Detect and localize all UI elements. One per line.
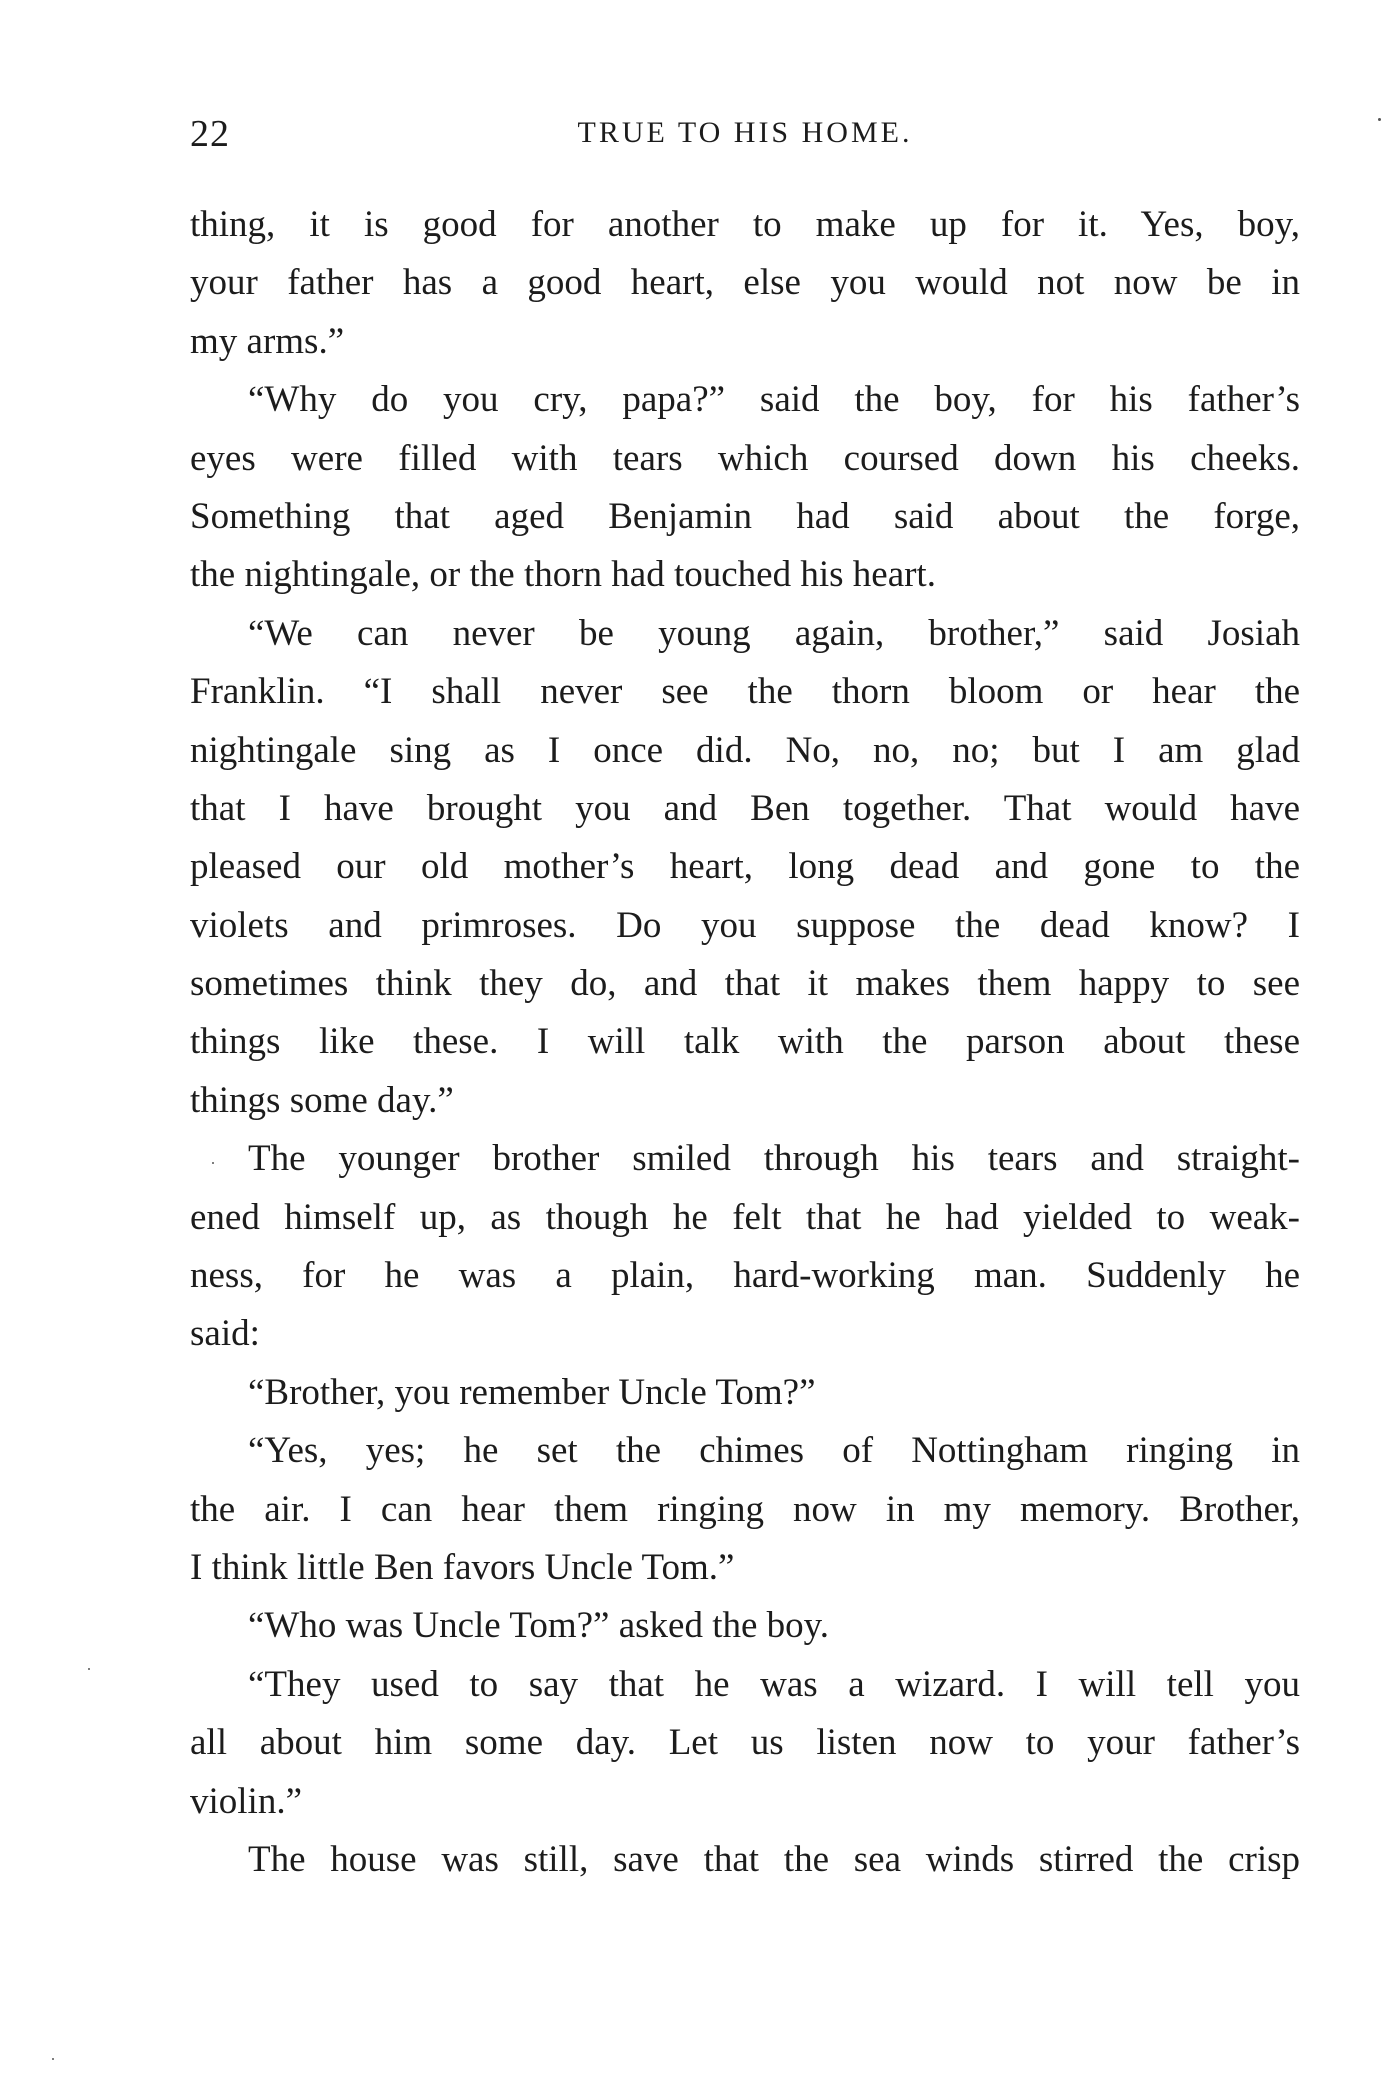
text-line: said: <box>190 1313 260 1355</box>
text-line: thing, it is good for another to make up for it. Yes, boy, <box>190 204 1300 245</box>
page-number: 22 <box>190 113 230 155</box>
text-line: “We can never be young again, brother,” said Josiah <box>248 612 1300 654</box>
text-line: “They used to say that he was a wizard. I will tell you <box>248 1663 1300 1705</box>
text-line: your father has a good heart, else you would not now be in <box>190 262 1300 304</box>
scan-speck <box>52 2058 54 2060</box>
text-line: “Brother, you remember Uncle Tom?” <box>248 1371 816 1413</box>
text-line: Franklin. “I shall never see the thorn bloom or hear the <box>190 671 1300 713</box>
text-line: The younger brother smiled through his tears and straight- <box>248 1138 1300 1180</box>
text-line: “Why do you cry, papa?” said the boy, for his father’s <box>248 379 1300 421</box>
text-line: “Who was Uncle Tom?” asked the boy. <box>248 1605 829 1647</box>
scan-speck <box>212 1162 214 1164</box>
page-header <box>190 112 1300 172</box>
text-line: the nightingale, or the thorn had touched his heart. <box>190 554 936 596</box>
paragraph-3 <box>190 605 1300 1131</box>
text-line: things like these. I will talk with the parson about these <box>190 1021 1300 1063</box>
paragraph-5 <box>190 1364 1300 1422</box>
paragraph-4 <box>190 1130 1300 1364</box>
text-line: things some day.” <box>190 1079 454 1121</box>
text-line: Something that aged Benjamin had said about the forge, <box>190 495 1300 537</box>
text-line: sometimes think they do, and that it makes them happy to see <box>190 963 1300 1005</box>
text-line: ness, for he was a plain, hard-working man. Suddenly he <box>190 1255 1300 1297</box>
paragraph-9 <box>190 1831 1300 1889</box>
text-line: violets and primroses. Do you suppose the dead know? I <box>190 904 1300 946</box>
text-line: violin.” <box>190 1780 303 1822</box>
text-line: The house was still, save that the sea winds stirred the crisp <box>248 1838 1300 1880</box>
text-line: ened himself up, as though he felt that he had yielded to weak- <box>190 1196 1300 1238</box>
text-line: all about him some day. Let us listen now to your father’s <box>190 1722 1300 1764</box>
text-line: nightingale sing as I once did. No, no, no; but I am glad <box>190 729 1300 771</box>
paragraph-8 <box>190 1656 1300 1831</box>
text-line: that I have brought you and Ben together. That would have <box>190 787 1300 829</box>
text-line: eyes were filled with tears which coursed down his cheeks. <box>190 437 1300 479</box>
text-line: “Yes, yes; he set the chimes of Nottingham ringing in <box>248 1430 1300 1472</box>
text-line: my arms.” <box>190 320 345 362</box>
paragraph-2 <box>190 371 1300 605</box>
text-line: the air. I can hear them ringing now in my memory. Brother, <box>190 1488 1300 1530</box>
paragraph-7 <box>190 1597 1300 1655</box>
text-line: I think little Ben favors Uncle Tom.” <box>190 1546 735 1588</box>
scan-speck <box>1378 118 1381 121</box>
body-text <box>190 196 1300 1889</box>
running-title: TRUE TO HIS HOME. <box>577 116 913 149</box>
paragraph-1 <box>190 196 1300 371</box>
paragraph-6 <box>190 1422 1300 1597</box>
scan-speck <box>88 1668 90 1670</box>
text-line: pleased our old mother’s heart, long dead and gone to the <box>190 846 1300 888</box>
